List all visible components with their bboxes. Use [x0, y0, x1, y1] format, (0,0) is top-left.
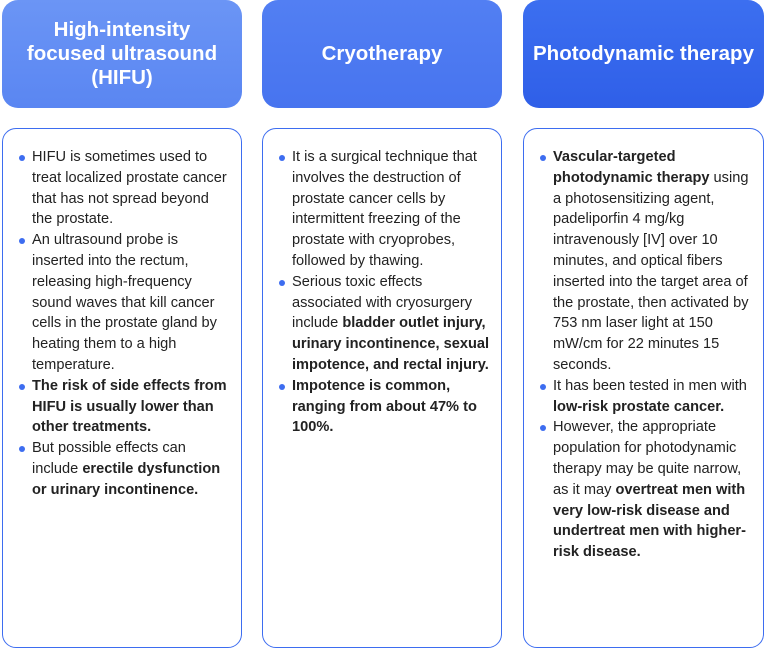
- bullet-item: [540, 376, 753, 418]
- bullet-dot-icon: [279, 384, 285, 390]
- column-card: [523, 128, 764, 648]
- bullet-text: Serious toxic effects associated with cryosurgery include: [292, 273, 473, 332]
- bullet-dot-icon: [19, 238, 25, 244]
- bullet-dot-icon: [19, 155, 25, 161]
- column-hifu: [2, 0, 242, 498]
- bullet-dot-icon: [279, 155, 285, 161]
- bullet-text: HIFU is sometimes used to treat localized prostate cancer that has not spread beyond the prostate.: [32, 149, 227, 228]
- bullet-text: However, the appropriate population for photodynamic therapy may be quite narrow, as it may: [553, 419, 742, 498]
- bullet-text-bold: overtreat men with very low-risk disease and undertreat men with higher-risk disease.: [553, 481, 746, 561]
- bullet-dot-icon: [19, 446, 25, 452]
- bullet-list: [19, 147, 231, 501]
- column-title: Photodynamic therapy: [533, 42, 754, 65]
- bullet-dot-icon: [279, 280, 285, 286]
- bullet-list: [540, 147, 753, 563]
- bullet-text: It is a surgical technique that involves the destruction of prostate cancer cells by intermittent freezing of the prostate with cryoprobes, followed by thawing.: [292, 149, 477, 269]
- column-photodynamic: [523, 0, 764, 561]
- bullet-text-bold: low-risk prostate cancer.: [553, 398, 725, 415]
- column-card: [262, 128, 502, 648]
- column-header: [523, 0, 764, 108]
- bullet-dot-icon: [540, 384, 546, 390]
- column-header: [2, 0, 242, 108]
- bullet-item: [19, 230, 231, 376]
- bullet-text-bold: erectile dysfunction or urinary incontinence.: [32, 460, 221, 498]
- bullet-item: [19, 438, 231, 500]
- bullet-item: [19, 376, 231, 438]
- bullet-item: [540, 147, 753, 376]
- bullet-item: [540, 417, 753, 563]
- column-title: High-intensity focused ultrasound (HIFU): [26, 18, 218, 89]
- bullet-item: [279, 376, 491, 438]
- bullet-item: [279, 272, 491, 376]
- bullet-item: [19, 147, 231, 230]
- bullet-text-bold: Impotence is common, ranging from about 47% to 100%.: [292, 377, 477, 436]
- column-cryotherapy: [262, 0, 502, 436]
- bullet-text: using a photosensitizing agent, padeliporfin 4 mg/kg intravenously [IV] over 10 minutes, and optical fibers inserted into the target area of the prostate, then activated by 753 nm laser light at 150 mW/cm for 22 minutes 15 seconds.: [553, 169, 749, 373]
- bullet-text: It has been tested in men with: [553, 377, 747, 394]
- column-header: [262, 0, 502, 108]
- column-title: Cryotherapy: [321, 42, 443, 65]
- bullet-dot-icon: [540, 425, 546, 431]
- bullet-text-bold: bladder outlet injury, urinary incontinence, sexual impotence, and rectal injury.: [292, 315, 490, 373]
- column-card: [2, 128, 242, 648]
- bullet-dot-icon: [19, 384, 25, 390]
- bullet-text-bold: The risk of side effects from HIFU is usually lower than other treatments.: [32, 377, 227, 436]
- bullet-item: [279, 147, 491, 272]
- bullet-text: But possible effects can include: [32, 440, 186, 477]
- bullet-text: An ultrasound probe is inserted into the rectum, releasing high-frequency sound waves that kill cancer cells in the prostate gland by heating them to a high temperature.: [32, 232, 217, 373]
- bullet-text-bold: Vascular-targeted photodynamic therapy: [553, 149, 710, 186]
- bullet-dot-icon: [540, 155, 546, 161]
- bullet-list: [279, 147, 491, 438]
